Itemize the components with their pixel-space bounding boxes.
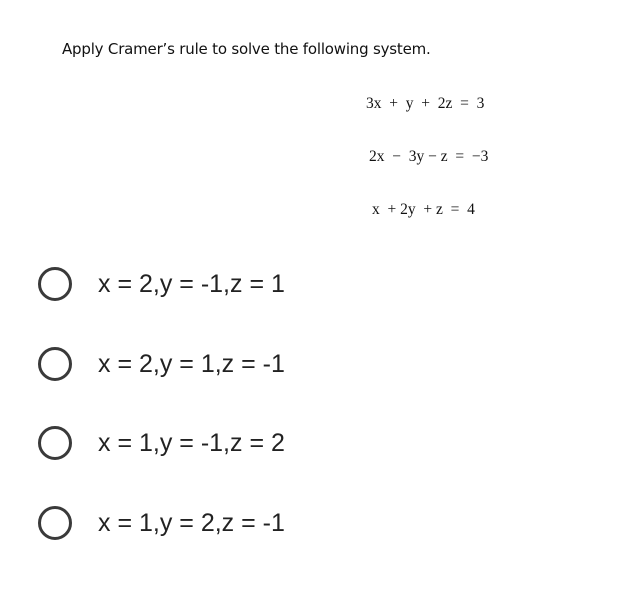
equation-1: 3x + y + 2z = 3 [366,95,485,112]
choice-label: x = 1,y = -1,z = 2 [98,428,285,457]
choice-label: x = 2,y = -1,z = 1 [98,269,285,298]
equation-2: 2x − 3y − z = −3 [369,148,489,165]
choice-option-3[interactable] [38,423,285,463]
choice-option-1[interactable] [38,264,285,304]
radio-button-icon[interactable] [38,267,72,301]
choice-option-4[interactable] [38,503,285,543]
radio-button-icon[interactable] [38,426,72,460]
radio-button-icon[interactable] [38,506,72,540]
choice-label: x = 2,y = 1,z = -1 [98,349,285,378]
choice-option-2[interactable] [38,344,285,384]
choice-label: x = 1,y = 2,z = -1 [98,508,285,537]
radio-button-icon[interactable] [38,347,72,381]
equation-3: x + 2y + z = 4 [372,201,475,218]
question-prompt: Apply Cramer’s rule to solve the following system. [62,40,431,58]
